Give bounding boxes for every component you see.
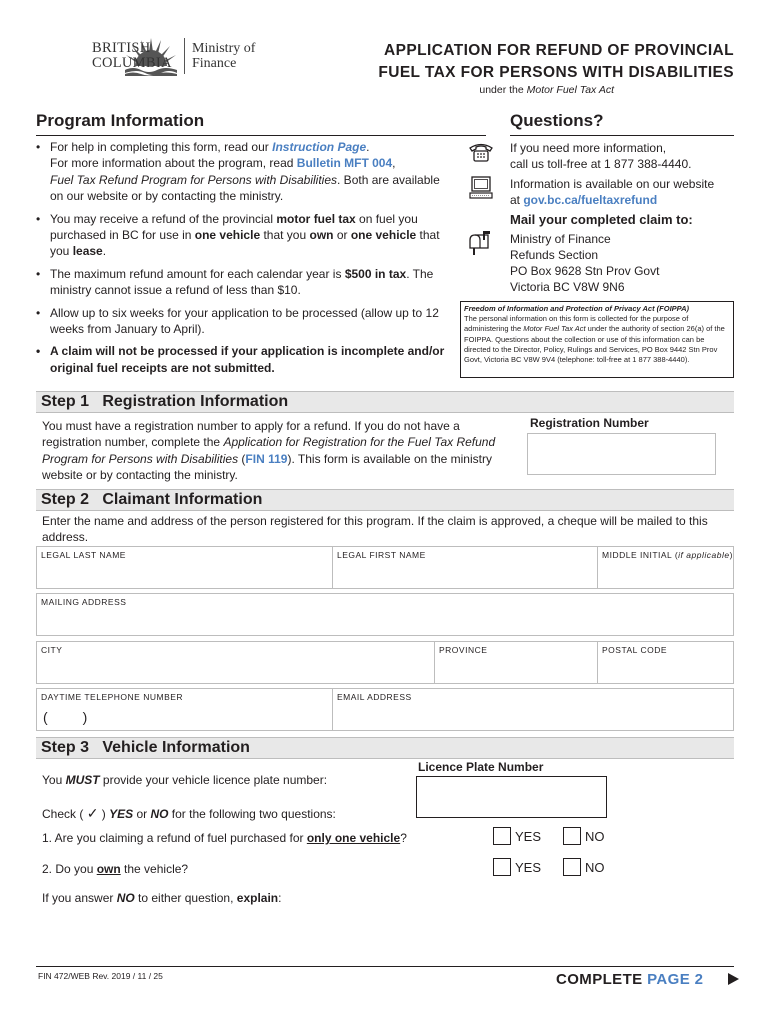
list-item xyxy=(36,266,451,299)
subtitle-act: Motor Fuel Tax Act xyxy=(526,84,614,96)
text: YES xyxy=(109,807,134,821)
text: Motor Fuel Tax Act xyxy=(523,324,586,334)
form-subtitle xyxy=(400,84,614,96)
middle-initial-label xyxy=(602,550,733,560)
text: ? xyxy=(400,831,407,845)
last-name-field[interactable] xyxy=(37,547,332,588)
text: motor fuel tax xyxy=(276,211,356,226)
name-row xyxy=(36,546,734,589)
questions-divider xyxy=(510,135,734,136)
logo-divider xyxy=(184,38,185,74)
program-info-list xyxy=(36,139,451,382)
text: ( xyxy=(238,451,246,466)
q2-no-checkbox[interactable] xyxy=(563,858,581,876)
phone-info-line1: If you need more information, xyxy=(510,141,667,155)
contact-row xyxy=(36,688,734,731)
mailing-address xyxy=(510,231,659,295)
phone-label: DAYTIME TELEPHONE NUMBER xyxy=(41,692,184,702)
questions-heading: Questions? xyxy=(510,111,604,130)
bulletin-link[interactable]: Bulletin MFT 004 xyxy=(296,156,393,171)
plate-instruction xyxy=(42,773,327,787)
text: provide your vehicle licence plate number: xyxy=(99,773,328,787)
mail-line3: PO Box 9628 Stn Prov Govt xyxy=(510,264,660,278)
explain-instruction xyxy=(42,891,281,905)
email-field[interactable] xyxy=(333,689,734,730)
licence-plate-label: Licence Plate Number xyxy=(418,760,544,774)
text: If you answer xyxy=(42,891,117,905)
postal-code-label: POSTAL CODE xyxy=(602,645,668,655)
last-name-label: LEGAL LAST NAME xyxy=(41,550,126,560)
ministry-line1: Ministry of xyxy=(192,41,256,56)
q1-no-checkbox[interactable] xyxy=(563,827,581,845)
phone-info xyxy=(510,140,691,172)
area-code-parens: ( ) xyxy=(43,709,88,725)
step1-title: Step 1 Registration Information xyxy=(41,393,289,410)
text: explain xyxy=(236,891,279,905)
mail-line4: Victoria BC V8W 9N6 xyxy=(510,280,625,294)
text: under the authority of section 26(a) of the FOIPPA. Questions about the collection or use of this information can be directed to the Director, Policy, Rulings and Services, PO Box 9442 Stn Prov Govt, Victoria BC V8W 9V4 (telephone: toll-free at 1 877 388-4440). xyxy=(464,324,725,365)
city-row xyxy=(36,641,734,684)
logo-wordmark xyxy=(92,41,172,71)
text: one vehicle xyxy=(350,228,417,243)
text: NO xyxy=(150,807,169,821)
email-label: EMAIL ADDRESS xyxy=(337,692,412,702)
text: one vehicle xyxy=(194,228,261,243)
instruction-page-link[interactable]: Instruction Page xyxy=(272,140,367,154)
text: or xyxy=(133,807,151,821)
text: , xyxy=(392,156,396,171)
text: Application for Registration for the Fuel Tax Refund Program for Persons with Disabilities xyxy=(42,435,496,466)
logo-columbia: COLUMBIA xyxy=(92,55,172,71)
q1-yes-checkbox[interactable] xyxy=(493,827,511,845)
computer-icon xyxy=(468,176,494,200)
explain-field[interactable] xyxy=(36,910,734,962)
text: You may receive a refund of the provincial xyxy=(50,211,277,226)
text: $500 in tax xyxy=(344,266,407,281)
step2-title: Step 2 Claimant Information xyxy=(41,491,263,508)
text: MIDDLE INITIAL ( xyxy=(602,550,679,560)
province-label: PROVINCE xyxy=(439,645,488,655)
program-info-heading: Program Information xyxy=(36,111,205,130)
registration-number-label: Registration Number xyxy=(530,416,649,430)
text: own xyxy=(309,228,334,243)
text: For more information about the program, read xyxy=(50,156,297,171)
middle-initial-field[interactable] xyxy=(598,547,734,588)
text: PAGE 2 xyxy=(647,971,704,988)
registration-number-field[interactable] xyxy=(527,433,716,475)
checkmark-icon: ✓ xyxy=(86,805,99,821)
website-info-line2 xyxy=(510,192,714,208)
text: COMPLETE xyxy=(556,971,648,988)
ministry-name xyxy=(192,41,255,71)
list-item: • Allow up to six weeks for your application to be processed (allow up to 12 weeks from January to April). xyxy=(36,305,451,338)
step2-header xyxy=(36,489,734,511)
q1-no-label: NO xyxy=(585,829,605,844)
text: Check ( xyxy=(42,807,87,821)
list-item xyxy=(36,139,451,205)
title-line1: APPLICATION FOR REFUND OF PROVINCIAL xyxy=(384,42,734,59)
text: MUST xyxy=(65,773,100,787)
postal-code-field[interactable] xyxy=(598,642,734,683)
text: that you xyxy=(260,228,310,243)
phone-info-line2: call us toll-free at 1 877 388-4440. xyxy=(510,157,692,171)
text: The maximum refund amount for each calendar year is xyxy=(50,266,345,281)
step1-header xyxy=(36,391,734,413)
footer-divider xyxy=(36,966,734,967)
text: or xyxy=(333,228,351,243)
mail-line1: Ministry of Finance xyxy=(510,232,611,246)
text: NO xyxy=(116,891,135,905)
text: that you xyxy=(50,228,440,259)
form-title xyxy=(300,40,734,84)
complete-page2-link[interactable] xyxy=(556,971,703,988)
text: You must have a registration number to apply for a refund. If you do not have a registration number, complete the xyxy=(42,419,460,450)
city-field[interactable] xyxy=(37,642,434,683)
text: ) xyxy=(729,550,733,560)
question-own-vehicle xyxy=(42,862,188,876)
form-code: FIN 472/WEB Rev. 2019 / 11 / 25 xyxy=(38,971,163,981)
text: 1. Are you claiming a refund of fuel purchased for xyxy=(42,831,307,845)
q1-yes-label: YES xyxy=(515,829,542,844)
text: only one vehicle xyxy=(306,831,401,845)
telephone-icon xyxy=(468,141,494,163)
text: : xyxy=(278,891,282,905)
list-item: • A claim will not be processed if your application is incomplete and/or original fuel receipts are not submitted. xyxy=(36,343,451,376)
phone-field[interactable] xyxy=(37,689,332,730)
check-instruction xyxy=(42,805,336,822)
city-label: CITY xyxy=(41,645,63,655)
province-field[interactable] xyxy=(435,642,597,683)
ministry-line2: Finance xyxy=(192,56,237,71)
list-item xyxy=(36,211,451,260)
text: . The ministry cannot issue a refund of less than $10. xyxy=(50,266,434,298)
text: to either question, xyxy=(134,891,237,905)
foippa-title: Freedom of Information and Protection of Privacy Act (FOIPPA) xyxy=(464,304,690,313)
step3-title: Step 3 Vehicle Information xyxy=(41,739,250,756)
text: own xyxy=(96,862,121,876)
text: the vehicle? xyxy=(120,862,189,876)
text: ) xyxy=(98,807,110,821)
text: . Both are available on our website or by contacting the ministry. xyxy=(50,172,440,204)
text: at xyxy=(510,193,524,207)
fin119-link[interactable]: FIN 119 xyxy=(245,451,288,466)
next-arrow-icon[interactable] xyxy=(728,973,739,985)
subtitle-prefix: under the xyxy=(479,84,527,96)
text: if applicable xyxy=(678,550,730,560)
mail-line2: Refunds Section xyxy=(510,248,599,262)
licence-plate-field[interactable] xyxy=(416,776,607,818)
foippa-notice xyxy=(460,301,734,378)
title-line2: FUEL TAX FOR PERSONS WITH DISABILITIES xyxy=(378,64,734,81)
text: . xyxy=(102,244,107,259)
website-link[interactable]: gov.bc.ca/fueltaxrefund xyxy=(523,193,658,207)
foippa-text xyxy=(464,314,730,365)
text: for the following two questions: xyxy=(168,807,336,821)
text: The personal information on this form is collected for the purpose of administering the xyxy=(464,314,689,334)
website-info-line1: Information is available on our website xyxy=(510,177,715,191)
question-one-vehicle xyxy=(42,831,407,845)
text: ). This form is available on the ministry website or by contacting the ministry. xyxy=(42,451,492,483)
text: 2. Do you xyxy=(42,862,97,876)
first-name-label: LEGAL FIRST NAME xyxy=(337,550,426,560)
q2-no-label: NO xyxy=(585,860,605,875)
text: You xyxy=(42,773,66,787)
step2-intro: Enter the name and address of the person registered for this program. If the claim is approved, a cheque will be mailed to this address. xyxy=(42,514,708,544)
mailing-address-label: MAILING ADDRESS xyxy=(41,597,127,607)
text: lease xyxy=(72,244,103,259)
step3-header xyxy=(36,737,734,759)
mailbox-icon xyxy=(466,230,494,256)
text: For help in completing this form, read our xyxy=(50,140,273,154)
text: on fuel you purchased in BC for use in xyxy=(50,211,418,243)
mailing-address-field[interactable] xyxy=(36,593,734,636)
step1-text xyxy=(42,418,512,484)
q2-yes-label: YES xyxy=(515,860,542,875)
q2-yes-checkbox[interactable] xyxy=(493,858,511,876)
first-name-field[interactable] xyxy=(333,547,597,588)
program-divider xyxy=(36,135,486,136)
text: Fuel Tax Refund Program for Persons with Disabilities xyxy=(50,172,338,187)
text: . xyxy=(366,140,370,154)
mail-heading: Mail your completed claim to: xyxy=(510,212,693,227)
logo-british: BRITISH xyxy=(92,40,151,56)
website-info xyxy=(510,176,714,208)
